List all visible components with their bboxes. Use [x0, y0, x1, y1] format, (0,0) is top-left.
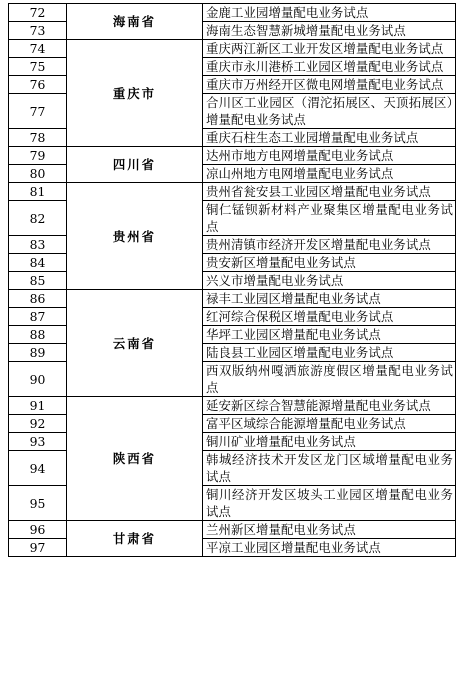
province-cell-chongqing: 重庆市: [67, 40, 203, 147]
row-number: 87: [9, 308, 67, 326]
table-row: [9, 4, 456, 22]
project-name: 金鹿工业园增量配电业务试点: [203, 4, 456, 22]
project-name: 海南生态智慧新城增量配电业务试点: [203, 22, 456, 40]
pilot-projects-table: [8, 3, 456, 557]
project-name: 合川区工业园区（渭沱拓展区、天顶拓展区）增量配电业务试点: [203, 94, 456, 129]
table-row: [9, 397, 456, 415]
row-number: 89: [9, 344, 67, 362]
table-row: [9, 147, 456, 165]
project-name: 禄丰工业园区增量配电业务试点: [203, 290, 456, 308]
project-name: 重庆两江新区工业开发区增量配电业务试点: [203, 40, 456, 58]
project-name: 重庆市万州经开区微电网增量配电业务试点: [203, 76, 456, 94]
row-number: 86: [9, 290, 67, 308]
row-number: 80: [9, 165, 67, 183]
project-name: 重庆石柱生态工业园增量配电业务试点: [203, 129, 456, 147]
row-number: 77: [9, 94, 67, 129]
row-number: 94: [9, 451, 67, 486]
project-name: 华坪工业园区增量配电业务试点: [203, 326, 456, 344]
province-cell-hainan: 海南省: [67, 4, 203, 40]
province-cell-sichuan: 四川省: [67, 147, 203, 183]
project-name: 铜川矿业增量配电业务试点: [203, 433, 456, 451]
row-number: 96: [9, 521, 67, 539]
project-name: 平凉工业园区增量配电业务试点: [203, 539, 456, 557]
row-number: 81: [9, 183, 67, 201]
project-name: 贵州清镇市经济开发区增量配电业务试点: [203, 236, 456, 254]
project-name: 西双版纳州嘎洒旅游度假区增量配电业务试点: [203, 362, 456, 397]
project-name: 达州市地方电网增量配电业务试点: [203, 147, 456, 165]
table-row: [9, 521, 456, 539]
province-cell-guizhou: 贵州省: [67, 183, 203, 290]
row-number: 75: [9, 58, 67, 76]
project-name: 红河综合保税区增量配电业务试点: [203, 308, 456, 326]
table-row: [9, 40, 456, 58]
project-name: 凉山州地方电网增量配电业务试点: [203, 165, 456, 183]
project-name: 兴义市增量配电业务试点: [203, 272, 456, 290]
row-number: 79: [9, 147, 67, 165]
table-row: [9, 183, 456, 201]
row-number: 72: [9, 4, 67, 22]
project-name: 延安新区综合智慧能源增量配电业务试点: [203, 397, 456, 415]
project-name: 铜川经济开发区坡头工业园区增量配电业务试点: [203, 486, 456, 521]
project-name: 富平区域综合能源增量配电业务试点: [203, 415, 456, 433]
province-cell-gansu: 甘肃省: [67, 521, 203, 557]
row-number: 95: [9, 486, 67, 521]
row-number: 74: [9, 40, 67, 58]
province-cell-shaanxi: 陕西省: [67, 397, 203, 521]
row-number: 83: [9, 236, 67, 254]
project-name: 兰州新区增量配电业务试点: [203, 521, 456, 539]
project-name: 贵安新区增量配电业务试点: [203, 254, 456, 272]
project-name: 韩城经济技术开发区龙门区域增量配电业务试点: [203, 451, 456, 486]
row-number: 85: [9, 272, 67, 290]
row-number: 88: [9, 326, 67, 344]
province-cell-yunnan: 云南省: [67, 290, 203, 397]
row-number: 97: [9, 539, 67, 557]
row-number: 93: [9, 433, 67, 451]
row-number: 73: [9, 22, 67, 40]
row-number: 92: [9, 415, 67, 433]
table-row: [9, 290, 456, 308]
row-number: 82: [9, 201, 67, 236]
row-number: 90: [9, 362, 67, 397]
project-name: 贵州省瓮安县工业园区增量配电业务试点: [203, 183, 456, 201]
project-name: 陆良县工业园区增量配电业务试点: [203, 344, 456, 362]
row-number: 76: [9, 76, 67, 94]
project-name: 铜仁锰钡新材料产业聚集区增量配电业务试点: [203, 201, 456, 236]
row-number: 84: [9, 254, 67, 272]
project-name: 重庆市永川港桥工业园区增量配电业务试点: [203, 58, 456, 76]
row-number: 91: [9, 397, 67, 415]
row-number: 78: [9, 129, 67, 147]
